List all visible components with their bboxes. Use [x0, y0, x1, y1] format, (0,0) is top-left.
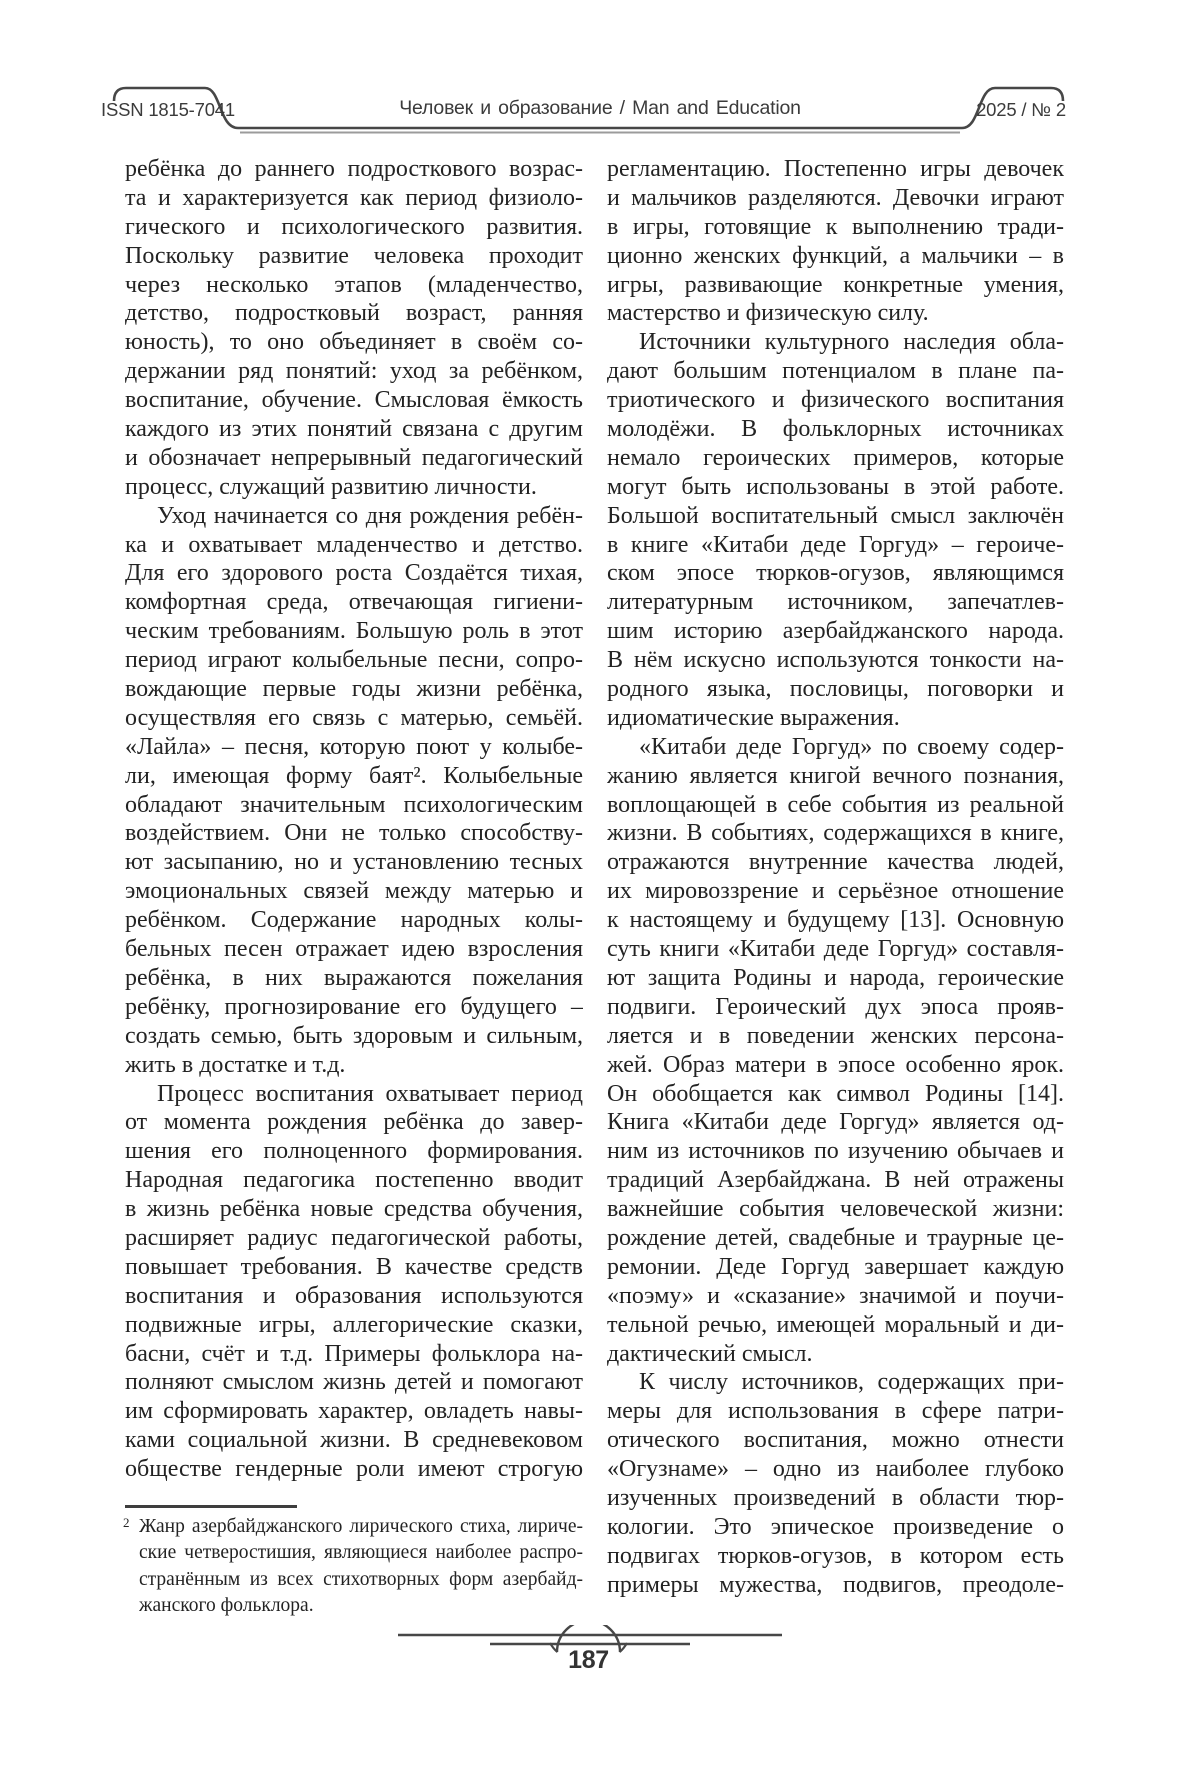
text-line: осуществляя его связь с матерью, семьёй. — [125, 704, 583, 731]
text-line: подвижные игры, аллегорические сказки, — [125, 1311, 583, 1338]
text-line: детство, подростковый возраст, ранняя — [125, 300, 583, 327]
text-line: ремонии. Деде Горгуд завершает каждую — [607, 1253, 1064, 1280]
text-line: комфортная среда, отвечающая гигиени- — [125, 589, 583, 616]
footnote-lines — [139, 1514, 583, 1620]
text-line: могут быть использованы в этой работе. — [607, 473, 1064, 500]
text-line: каждого из этих понятий связана с другим — [125, 416, 583, 443]
text-line: ребёнку, прогнозирование его будущего – — [125, 993, 583, 1020]
text-line: процесс, служащий развитию личности. — [125, 473, 537, 500]
text-line: ские четверостишия, являющиеся наиболее распро- — [139, 1542, 583, 1564]
text-line: К числу источников, содержащих при- — [639, 1369, 1064, 1396]
text-line: жанского фольклора. — [139, 1595, 314, 1617]
footnote-marker: 2 — [123, 1515, 130, 1530]
text-line: воплощающей в себе события из реальной — [607, 791, 1064, 818]
text-line: тельной речью, имеющей моральный и ди- — [607, 1311, 1064, 1338]
text-line: В нём искусно используются тонкости на- — [607, 647, 1064, 674]
text-line: ребёнка до раннего подросткового возрас- — [125, 156, 583, 182]
text-line: меры для использования в сфере патри- — [607, 1398, 1064, 1425]
text-line: в игры, готовящие к выполнению тради- — [607, 213, 1064, 240]
text-line: жанию является книгой вечного познания, — [607, 762, 1064, 789]
text-line: Поскольку развитие человека проходит — [125, 242, 583, 269]
text-line: ками социальной жизни. В средневековом — [125, 1427, 583, 1454]
text-line: «поэму» и «сказание» значимой и поучи- — [607, 1282, 1064, 1309]
text-line: молодёжи. В фольклорных источниках — [607, 416, 1064, 443]
text-line: литературным источником, запечатлев- — [607, 589, 1064, 616]
text-line: Жанр азербайджанского лирического стиха, лириче- — [139, 1516, 583, 1537]
text-line: вождающие первые годы жизни ребёнка, — [125, 676, 583, 703]
text-line: период играют колыбельные песни, сопро- — [125, 647, 583, 674]
text-line: примеры мужества, подвигов, преодоле- — [607, 1571, 1064, 1598]
text-line: подвигах тюрков-огузов, в котором есть — [607, 1542, 1064, 1569]
text-line: ционно женских функций, а мальчики – в — [607, 242, 1064, 269]
text-line: Народная педагогика постепенно вводит — [125, 1167, 583, 1194]
text-line: эмоциональных связей между матерью и — [125, 878, 583, 905]
text-line: ка и охватывает младенчество и детство. — [125, 531, 583, 558]
text-line: Уход начинается со дня рождения ребён- — [157, 502, 583, 529]
text-line: воспитания и образования используются — [125, 1282, 583, 1309]
text-line: ческим требованиям. Большую роль в этот — [125, 618, 583, 645]
text-line: Он обобщается как символ Родины [14]. — [607, 1080, 1064, 1107]
text-line: в жизнь ребёнка новые средства обучения, — [125, 1196, 583, 1223]
text-line: ли, имеющая форму баят². Колыбельные — [125, 762, 583, 789]
header-issn: ISSN 1815-7041 — [101, 99, 235, 120]
text-line: и мальчиков разделяются. Девочки играют — [607, 184, 1064, 211]
text-line: отического воспитания, можно отнести — [607, 1427, 1064, 1454]
text-line: Большой воспитательный смысл заключён — [607, 502, 1064, 529]
footnote — [125, 1514, 583, 1620]
text-line: игры, развивающие конкретные умения, — [607, 271, 1064, 298]
text-line: юность), то оно объединяет в своём со- — [125, 329, 583, 356]
text-line: ляется и в поведении женских персона- — [607, 1022, 1064, 1049]
text-line: жизни. В событиях, содержащихся в книге, — [607, 820, 1064, 847]
text-line: расширяет радиус педагогической работы, — [125, 1224, 583, 1251]
text-line: регламентацию. Постепенно игры девочек — [607, 156, 1064, 182]
text-column-right — [607, 155, 1064, 1600]
text-line: повышает требования. В качестве средств — [125, 1253, 583, 1280]
text-line: к настоящему и будущему [13]. Основную — [607, 907, 1064, 934]
text-column-left — [125, 155, 583, 1484]
text-line: Процесс воспитания охватывает период — [157, 1080, 583, 1107]
text-line: «Китаби деде Горгуд» по своему содер- — [639, 733, 1064, 760]
text-line: полняют смыслом жизнь детей и помогают — [125, 1369, 583, 1396]
text-line: традиций Азербайджана. В ней отражены — [607, 1167, 1064, 1194]
text-line: кологии. Это эпическое произведение о — [607, 1513, 1064, 1540]
text-line: подвиги. Героический дух эпоса прояв- — [607, 993, 1064, 1020]
text-line: обществе гендерные роли имеют строгую — [125, 1456, 583, 1483]
text-line: шения его полноценного формирования. — [125, 1138, 583, 1165]
text-line: ют защита Родины и народа, героические — [607, 964, 1064, 991]
text-line: обладают значительным психологическим — [125, 791, 583, 818]
text-line: та и характеризуется как период физиоло- — [125, 184, 583, 211]
text-line: басни, счёт и т.д. Примеры фольклора на- — [125, 1340, 583, 1367]
footnote-separator — [125, 1505, 297, 1508]
text-line: и обозначает непрерывный педагогический — [125, 444, 583, 471]
text-line: от момента рождения ребёнка до завер- — [125, 1109, 583, 1136]
text-line: ним из источников по изучению обычаев и — [607, 1138, 1064, 1165]
text-line: важнейшие события человеческой жизни: — [607, 1196, 1064, 1223]
text-line: бельных песен отражает идею взросления — [125, 936, 583, 963]
text-line: изученных произведений в области тюр- — [607, 1484, 1064, 1511]
text-line: «Огузнаме» – одно из наиболее глубоко — [607, 1456, 1064, 1483]
page-number: 187 — [568, 1646, 609, 1674]
text-line: их мировоззрение и серьёзное отношение — [607, 878, 1064, 905]
text-line: гического и психологического развития. — [125, 213, 583, 240]
text-line: мастерство и физическую силу. — [607, 300, 929, 327]
text-line: суть книги «Китаби деде Горгуд» составля- — [607, 936, 1064, 963]
text-line: немало героических примеров, которые — [607, 444, 1064, 471]
text-line: дают большим потенциалом в плане па- — [607, 358, 1064, 385]
text-line: ском эпосе тюрков-огузов, являющимся — [607, 560, 1064, 587]
text-line: странённым из всех стихотворных форм азербайд- — [139, 1568, 583, 1590]
text-line: воспитание, обучение. Смысловая ёмкость — [125, 387, 583, 414]
text-line: создать семью, быть здоровым и сильным, — [125, 1022, 583, 1049]
text-line: рождение детей, свадебные и траурные це- — [607, 1224, 1064, 1251]
text-line: Источники культурного наследия обла- — [639, 329, 1064, 356]
text-line: Книга «Китаби деде Горгуд» является од- — [607, 1109, 1064, 1136]
text-line: Для его здорового роста Создаётся тихая, — [125, 560, 583, 587]
text-line: жить в достатке и т.д. — [125, 1051, 346, 1078]
text-line: идиоматические выражения. — [607, 704, 900, 731]
journal-title: Человек и образование / Man and Education — [399, 97, 801, 119]
text-line: жей. Образ матери в эпосе особенно ярок. — [607, 1051, 1064, 1078]
header-issue: 2025 / № 2 — [976, 99, 1066, 120]
text-line: держании ряд понятий: уход за ребёнком, — [125, 358, 583, 385]
text-line: ребёнком. Содержание народных колы- — [125, 907, 583, 934]
text-line: дактический смысл. — [607, 1340, 813, 1367]
text-line: родного языка, пословицы, поговорки и — [607, 676, 1064, 703]
text-line: ребёнка, в них выражаются пожелания — [125, 964, 583, 991]
text-line: отражаются внутренние качества людей, — [607, 849, 1064, 876]
text-line: им сформировать характер, овладеть навы- — [125, 1398, 583, 1425]
text-line: воздействием. Они не только способству- — [125, 820, 583, 847]
text-line: в книге «Китаби деде Горгуд» – героиче- — [607, 531, 1064, 558]
text-line: через несколько этапов (младенчество, — [125, 271, 583, 298]
text-line: «Лайла» – песня, которую поют у колыбе- — [125, 733, 583, 760]
text-line: триотического и физического воспитания — [607, 387, 1064, 414]
text-line: ют засыпанию, но и установлению тесных — [125, 849, 583, 876]
text-line: шим историю азербайджанского народа. — [607, 618, 1064, 645]
